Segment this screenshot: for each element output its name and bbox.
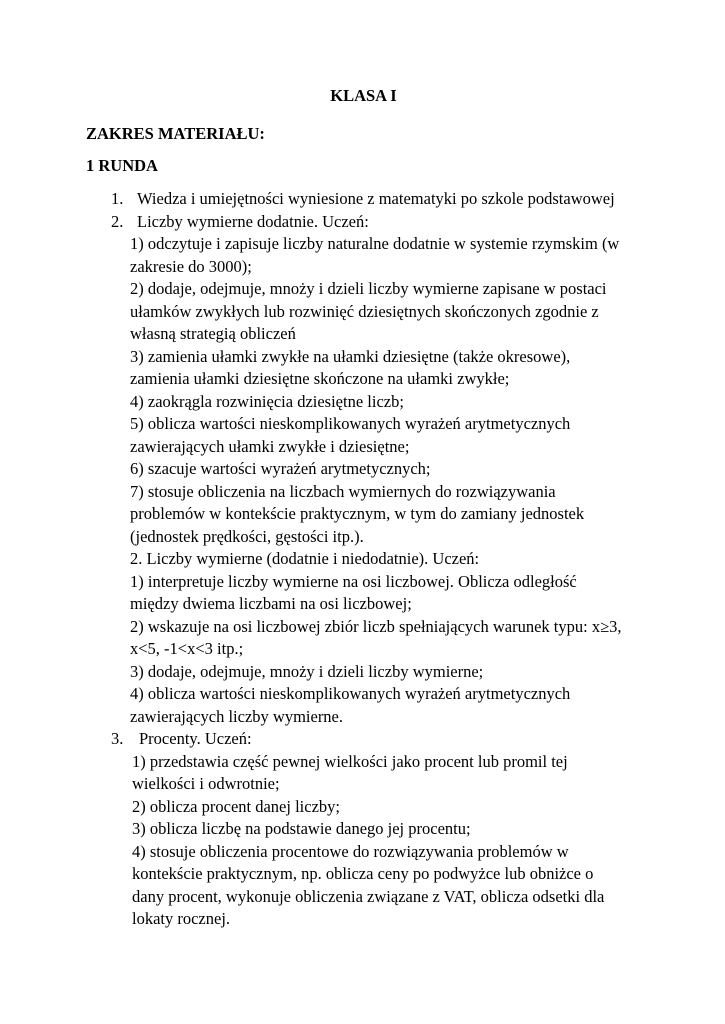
text-line: problemów w kontekście praktycznym, w tym do zamiany jednostek — [130, 504, 585, 523]
scope-heading: ZAKRES MATERIAŁU: — [86, 124, 265, 143]
text-line: 4) oblicza wartości nieskomplikowanych wyrażeń arytmetycznych — [130, 684, 571, 703]
material-list — [0, 188, 725, 931]
text-line: własną strategią obliczeń — [130, 324, 296, 343]
text-line: zawierających liczby wymierne. — [130, 706, 344, 726]
text-line: (jednostek prędkości, gęstości itp.). — [130, 526, 364, 546]
item-number: 1. — [111, 189, 124, 208]
text-line: 5) oblicza wartości nieskomplikowanych wyrażeń arytmetycznych — [130, 414, 571, 433]
document-title: KLASA I — [330, 86, 397, 105]
item-text: Wiedza i umiejętności wyniesione z matematyki po szkole podstawowej — [137, 189, 615, 208]
text-line: lokaty rocznej. — [132, 909, 231, 928]
text-line: 1) przedstawia część pewnej wielkości jako procent lub promil tej — [132, 751, 568, 771]
text-line: 7) stosuje obliczenia na liczbach wymiernych do rozwiązywania — [130, 481, 556, 501]
list-item — [0, 728, 725, 931]
text-line: wielkości i odwrotnie; — [132, 774, 280, 793]
text-line: 4) stosuje obliczenia procentowe do rozwiązywania problemów w — [132, 841, 569, 861]
item-details — [130, 233, 650, 728]
round-heading: 1 RUNDA — [86, 156, 158, 175]
text-line: 2. Liczby wymierne (dodatnie i niedodatnie). Uczeń: — [130, 549, 480, 568]
text-line: 1) odczytuje i zapisuje liczby naturalne dodatnie w systemie rzymskim (w — [130, 234, 620, 253]
text-line: 3) dodaje, odejmuje, mnoży i dzieli liczby wymierne; — [130, 661, 484, 681]
item-number: 2. — [111, 211, 124, 231]
item-text: Liczby wymierne dodatnie. Uczeń: — [137, 211, 369, 231]
text-line: 2) oblicza procent danej liczby; — [132, 796, 340, 816]
text-line: 1) interpretuje liczby wymierne na osi liczbowej. Oblicza odległość — [130, 571, 577, 591]
item-details — [132, 751, 652, 931]
text-line: ułamków zwykłych lub rozwinięć dziesiętnych skończonych zgodnie z — [130, 301, 599, 321]
text-line: 2) wskazuje na osi liczbowej zbiór liczb spełniających warunek typu: x≥3, — [130, 616, 622, 636]
text-line: zakresie do 3000); — [130, 256, 252, 276]
list-item — [0, 211, 725, 729]
item-number: 3. — [111, 729, 124, 748]
text-line: zamienia ułamki dziesiętne skończone na ułamki zwykłe; — [130, 369, 510, 388]
text-line: dany procent, wykonuje obliczenia związane z VAT, oblicza odsetki dla — [132, 886, 605, 906]
text-line: 2) dodaje, odejmuje, mnoży i dzieli liczby wymierne zapisane w postaci — [130, 279, 607, 298]
text-line: 4) zaokrągla rozwinięcia dziesiętne liczb; — [130, 391, 404, 411]
text-line: kontekście praktycznym, np. oblicza ceny po podwyżce lub obniżce o — [132, 864, 594, 883]
list-item — [0, 188, 725, 211]
text-line: między dwiema liczbami na osi liczbowej; — [130, 594, 412, 613]
text-line: zawierających ułamki zwykłe i dziesiętne; — [130, 436, 410, 456]
text-line: 3) oblicza liczbę na podstawie danego jej procentu; — [132, 819, 471, 838]
item-text: Procenty. Uczeń: — [139, 729, 252, 748]
text-line: 3) zamienia ułamki zwykłe na ułamki dziesiętne (także okresowe), — [130, 346, 571, 366]
text-line: x<5, -1<x<3 itp.; — [130, 639, 244, 658]
text-line: 6) szacuje wartości wyrażeń arytmetycznych; — [130, 459, 431, 478]
